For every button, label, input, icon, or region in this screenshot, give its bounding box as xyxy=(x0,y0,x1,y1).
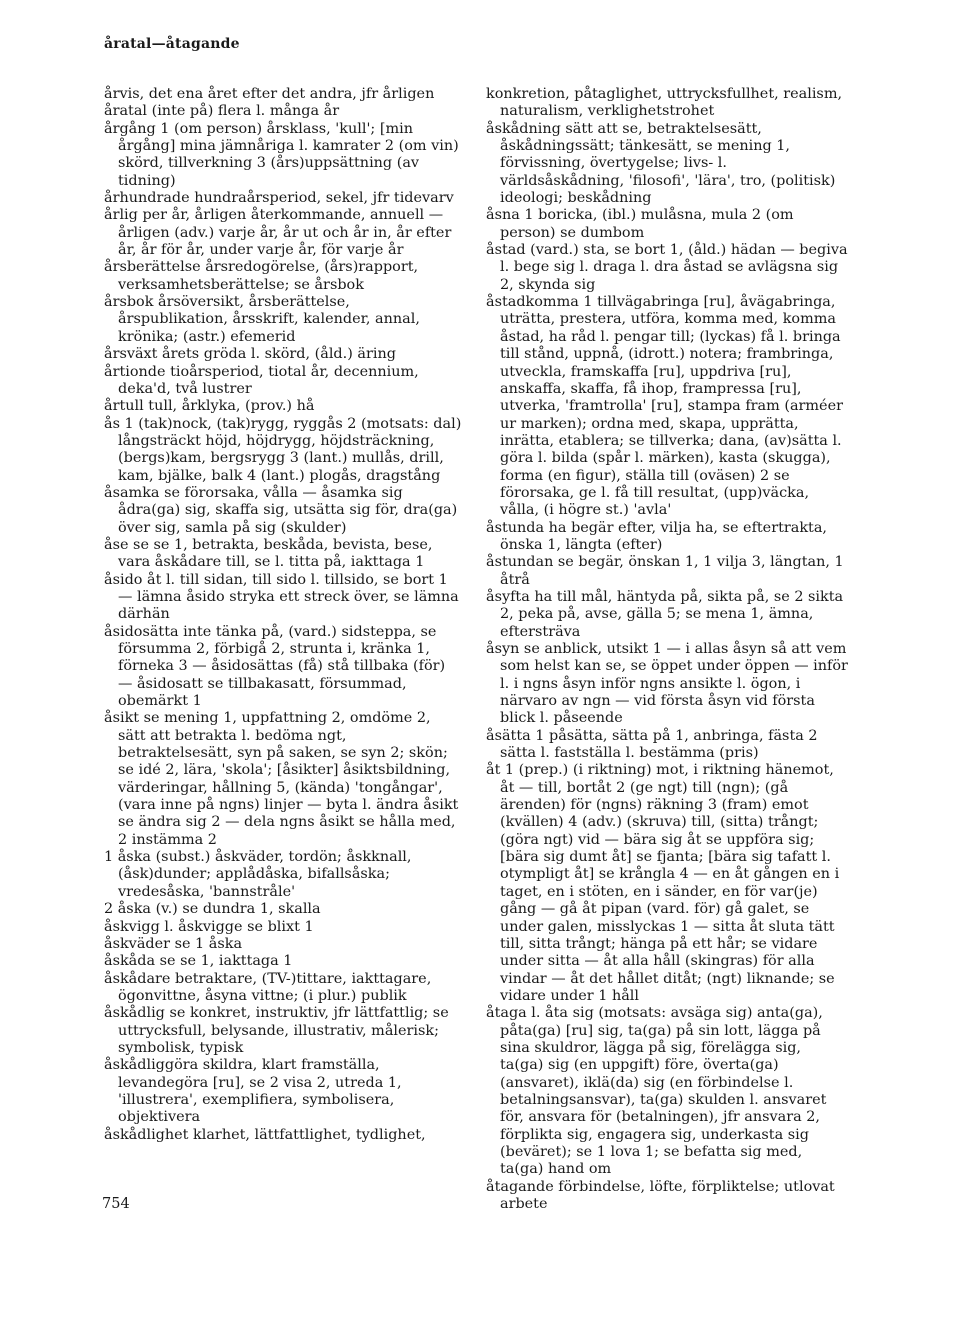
dictionary-entry: åtagande förbindelse, löfte, förpliktelse; utlovat arbete xyxy=(486,1178,835,1212)
dictionary-entry: årtionde tioårsperiod, tiotal år, decennium, deka'd, två lustrer xyxy=(104,363,419,397)
dictionary-entry: åsyfta ha till mål, häntyda på, sikta på, se 2 sikta 2, peka på, avse, gälla 5; se mena 1, ämna, eftersträva xyxy=(486,588,844,640)
dictionary-entry: åskvigg l. åskvigge se blixt 1 xyxy=(104,918,314,935)
dictionary-entry: årvis, det ena året efter det andra, jfr årligen xyxy=(104,86,435,102)
dictionary-entry: århundrade hundraårsperiod, sekel, jfr tidevarv xyxy=(104,190,454,207)
dictionary-entry: årsbok årsöversikt, årsberättelse, årspublikation, årsskrift, kalender, annal, krönika; (astr.) efemerid xyxy=(104,294,420,345)
dictionary-entry: åt 1 (prep.) (i riktning) mot, i riktning hänemot, åt — till, bortåt 2 (ge ngt) till (ngn); (gå ärenden) för (ngns) räkning 3 (fram) emot (kvällen) 4 (adv.) (skruva) till, (sitta) trångt; (göra ngt) vid — bära sig åt se uppföra sig; [bära sig dumt åt] se fjanta; [bära sig tafatt l. otympligt åt] se krångla 4 — en åt gången en i taget, en i stöten, en i sänder, en för var(je) gång — gå åt pipan (vard. för) gå galet, se under galen, misslyckas 1 — sitta åt sluta tätt till, sitta trångt; hänga på ett hår; se vidare under sitta — åt alla håll (skingras) för alla vindar — åt det hållet ditåt; (ngt) liknande; se vidare under 1 håll xyxy=(486,762,840,1004)
dictionary-entry: åsido åt l. till sidan, till sido l. tillsido, se bort 1 — lämna åsido stryka ett streck över, se lämna därhän xyxy=(104,571,459,623)
dictionary-entry: åsyn se anblick, utsikt 1 — i allas åsyn så att vem som helst kan se, se öppet under öppen — inför l. i ngns åsyn inför ngns ansikte l. ögon, i närvaro av ngn — vid första åsyn vid första blick l. påseende xyxy=(486,641,848,727)
dictionary-entry: åskådare betraktare, (TV-)tittare, iakttagare, ögonvittne, åsyna vittne; (i plur.) publik xyxy=(104,970,432,1004)
dictionary-entry: åskåda se se 1, iakttaga 1 xyxy=(104,953,293,970)
dictionary-entry: konkretion, påtaglighet, uttrycksfullhet, realism, naturalism, verklighetstrohet xyxy=(486,86,843,120)
dictionary-entry: årtull tull, årklyka, (prov.) hå xyxy=(104,398,315,415)
running-header: åratal—åtagande xyxy=(104,36,240,52)
dictionary-entry: åsätta 1 påsätta, sätta på 1, anbringa, fästa 2 sätta l. fastställa l. bestämma (pris) xyxy=(486,727,818,762)
dictionary-entry: årsväxt årets gröda l. skörd, (åld.) äring xyxy=(104,346,396,363)
dictionary-entry: åskådliggöra skildra, klart framställa, levandegöra [ru], se 2 visa 2, utreda 1, 'illustrera', exemplifiera, symbolisera, objektivera xyxy=(104,1057,402,1126)
dictionary-entry: åsna 1 boricka, (ibl.) mulåsna, mula 2 (om person) se dumbom xyxy=(486,207,794,241)
dictionary-entry: åstundan se begär, önskan 1, 1 vilja 3, längtan, 1 åtrå xyxy=(486,554,844,588)
dictionary-entry: årlig per år, årligen återkommande, annuell — årligen (adv.) varje år, år ut och år in, år efter år, år för år, under varje år, för varje år xyxy=(104,207,452,259)
dictionary-entry: åskådlighet klarhet, lättfattlighet, tydlighet, xyxy=(104,1126,426,1143)
dictionary-entry: åse se se 1, betrakta, beskåda, bevista, bese, vara åskådare till, se l. titta på, iakttaga 1 xyxy=(104,536,433,571)
dictionary-entry: åskådlig se konkret, instruktiv, jfr lättfattlig; se uttrycksfull, belysande, illustrativ, målerisk; symbolisk, typisk xyxy=(104,1005,449,1056)
dictionary-entry: åratal (inte på) flera l. många år xyxy=(104,103,340,120)
dictionary-entry: åskådning sätt att se, betraktelsesätt, åskådningssätt; tänkesätt, se mening 1, förvissning, övertygelse; livs- l. världsåskådning, 'filosofi', 'lära', tro, (politisk) ideologi; beskådning xyxy=(486,120,836,207)
dictionary-entry: åsidosätta inte tänka på, (vard.) sidsteppa, se försumma 2, förbigå 2, strunta i, kränka 1, förneka 3 — åsidosättas (få) stå tillbaka (för) — åsidosatt se tillbakasatt, försummad, obemärkt 1 xyxy=(104,623,446,710)
dictionary-entry: 2 åska (v.) se dundra 1, skalla xyxy=(104,901,321,918)
dictionary-entry: ås 1 (tak)nock, (tak)rygg, ryggås 2 (motsats: dal) långsträckt höjd, höjdrygg, höjdsträckning, (bergs)kam, bergsrygg 3 (lant.) mullås, drill, kam, bjälke, balk 4 (lant.) plogås, dragstång xyxy=(104,415,462,484)
dictionary-entry: 1 åska (subst.) åskväder, tordön; åskknall, (åsk)dunder; applådåska, bifallsåska; vredesåska, 'bannstråle' xyxy=(104,849,412,900)
dictionary-entry: åstad (vard.) sta, se bort 1, (åld.) hädan — begiva l. bege sig l. draga l. dra åstad se avlägsna sig 2, skynda sig xyxy=(486,242,848,293)
dictionary-entry: åskväder se 1 åska xyxy=(104,935,243,952)
dictionary-entry: åsamka se förorsaka, vålla — åsamka sig ådra(ga) sig, skaffa sig, utsätta sig för, dra(ga) över sig, samla på sig (skulder) xyxy=(104,484,458,536)
dictionary-entry: åsikt se mening 1, uppfattning 2, omdöme 2, sätt att betrakta l. bedöma ngt, betraktelsesätt, syn på saken, se syn 2; skön; se idé 2, lära, 'skola'; [åsikter] åsiktsbildning, värderingar, hållning 5, (kända) 'tongångar', (vara inne på ngns) linjer — byta l. ändra åsikt se ändra sig 2 — dela ngns åsikt se hålla med, 2 instämma 2 xyxy=(104,710,459,848)
page-number: 754 xyxy=(102,1196,130,1212)
dictionary-entry: årgång 1 (om person) årsklass, 'kull'; [min årgång] mina jämnåriga l. kamrater 2 (om vin) skörd, tillverkning 3 (års)uppsättning (av tidning) xyxy=(104,120,459,189)
dictionary-entry: åstunda ha begär efter, vilja ha, se eftertrakta, önska 1, längta (efter) xyxy=(486,519,827,553)
left-column xyxy=(104,86,462,1144)
right-column xyxy=(486,86,848,1213)
dictionary-entry: åstadkomma 1 tillvägabringa [ru], åvägabringa, uträtta, prestera, utföra, komma med, komma åstad, ha råd l. pengar till; (lyckas) få l. bringa till stånd, uppnå, (idrott.) notera; frambringa, utveckla, framskaffa [ru], uppdriva [ru], anskaffa, skaffa, få ihop, frampressa [ru], utverka, 'framtrolla' [ru], stampa fram (arméer ur marken); ordna med, skapa, upprätta, inrätta, etablera; se tillverka; dana, (av)sätta l. göra l. bilda (spår l. märken), kasta (skugga), forma (en figur), ställa till (oväsen) 2 se förorsaka, ge l. få till resultat, (upp)väcka, vålla, (i högre st.) 'avla' xyxy=(486,294,843,519)
dictionary-entry: årsberättelse årsredogörelse, (års)rapport, verksamhetsberättelse; se årsbok xyxy=(104,259,419,293)
dictionary-entry: åtaga l. åta sig (motsats: avsäga sig) anta(ga), påta(ga) [ru] sig, ta(ga) på sin lott, lägga på sina skuldror, lägga på sig, förelägga sig, ta(ga) sig (en uppgift) före, överta(ga) (ansvaret), iklä(da) sig (en förbindelse l. betalningsansvar), ta(ga) skulden l. ansvaret för, ansvara för (betalningen), jfr ansvara 2, förplikta sig, engagera sig, underkasta sig (beväret); se 1 lova 1; se befatta sig med, ta(ga) hand om xyxy=(486,1005,827,1178)
